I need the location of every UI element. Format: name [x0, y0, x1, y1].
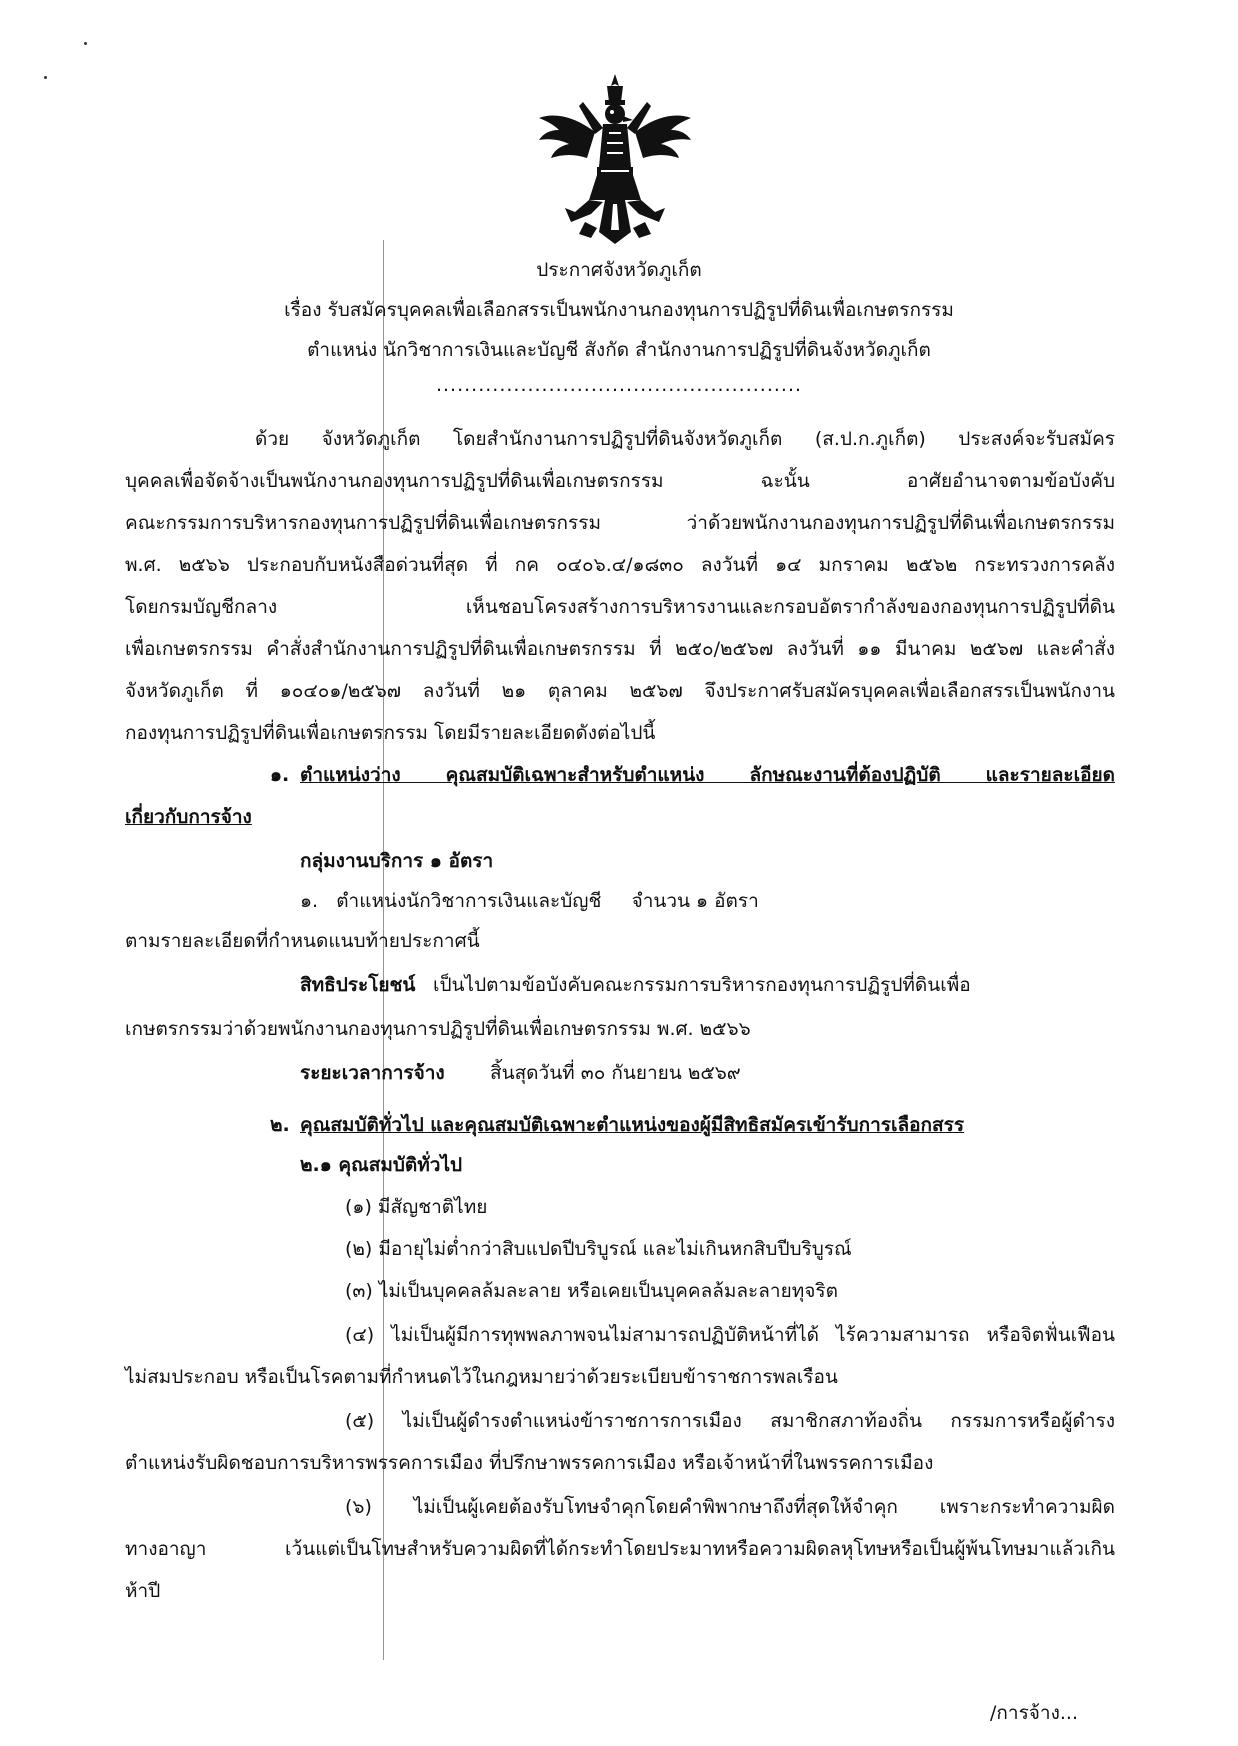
intro-line: บุคคลเพื่อจัดจ้างเป็นพนักงานกองทุนการปฏิรูปที่ดินเพื่อเกษตรกรรม ฉะนั้น อาศัยอำนาจตามข้อบังคับ: [125, 470, 1115, 492]
qualification-item-cont: ไม่สมประกอบ หรือเป็นโรคตามที่กำหนดไว้ในกฎหมายว่าด้วยระเบียบข้าราชการพลเรือน: [125, 1366, 838, 1388]
intro-line: จังหวัดภูเก็ต ที่ ๑๐๔๐๑/๒๕๖๗ ลงวันที่ ๒๑ ตุลาคม ๒๕๖๗ จึงประกาศรับสมัครบุคคลเพื่อเลือกสรรเป็นพนักงาน: [125, 680, 1115, 702]
section2-subheading: ๒.๑ คุณสมบัติทั่วไป: [300, 1154, 463, 1176]
qualification-item: (๑) มีสัญชาติไทย: [345, 1196, 488, 1218]
qualification-item-cont: ทางอาญา เว้นแต่เป็นโทษสำหรับความผิดที่ได้กระทำโดยประมาทหรือความผิดลหุโทษหรือเป็นผู้พ้นโทษมาแล้วเกิน: [125, 1538, 1115, 1560]
qualification-item-cont: ตำแหน่งรับผิดชอบการบริหารพรรคการเมือง ที่ปรึกษาพรรคการเมือง หรือเจ้าหน้าที่ในพรรคการเมือง: [125, 1452, 934, 1474]
section-number: ๒.: [270, 1114, 290, 1136]
service-group: กลุ่มงานบริการ ๑ อัตรา: [300, 850, 494, 872]
section1-heading-cont: เกี่ยวกับการจ้าง: [125, 806, 252, 828]
qualification-item: (๒) มีอายุไม่ต่ำกว่าสิบแปดปีบริบูรณ์ และไม่เกินหกสิบปีบริบูรณ์: [345, 1238, 852, 1260]
intro-line: โดยกรมบัญชีกลาง เห็นชอบโครงสร้างการบริหารงานและกรอบอัตรากำลังของกองทุนการปฏิรูปที่ดิน: [125, 596, 1115, 618]
attachment-note: ตามรายละเอียดที่กำหนดแนบท้ายประกาศนี้: [125, 930, 480, 952]
intro-line: เพื่อเกษตรกรรม คำสั่งสำนักงานการปฏิรูปที่ดินเพื่อเกษตรกรรม ที่ ๒๕๐/๒๕๖๗ ลงวันที่ ๑๑ มีนาคม ๒๕๖๗ และคำสั่ง: [125, 638, 1115, 660]
benefit-text-cont: เกษตรกรรมว่าด้วยพนักงานกองทุนการปฏิรูปที่ดินเพื่อเกษตรกรรม พ.ศ. ๒๕๖๖: [125, 1018, 751, 1040]
period-text: สิ้นสุดวันที่ ๓๐ กันยายน ๒๕๖๙: [490, 1062, 741, 1084]
intro-line: พ.ศ. ๒๕๖๖ ประกอบกับหนังสือด่วนที่สุด ที่ กค ๐๔๐๖.๔/๑๘๓๐ ลงวันที่ ๑๔ มกราคม ๒๕๖๒ กระทรวงการคลัง: [125, 554, 1115, 576]
position-item: ๑. ตำแหน่งนักวิชาการเงินและบัญชี จำนวน ๑ อัตรา: [300, 890, 759, 912]
qualification-item: (๖) ไม่เป็นผู้เคยต้องรับโทษจำคุกโดยคำพิพากษาถึงที่สุดให้จำคุก เพราะกระทำความผิด: [345, 1496, 1115, 1518]
benefit-text: เป็นไปตามข้อบังคับคณะกรรมการบริหารกองทุนการปฏิรูปที่ดินเพื่อ: [433, 974, 971, 996]
qualification-item: (๔) ไม่เป็นผู้มีการทุพพลภาพจนไม่สามารถปฏิบัติหน้าที่ได้ ไร้ความสามารถ หรือจิตฟั่นเฟือน: [345, 1324, 1115, 1346]
page-continuation: /การจ้าง...: [990, 1702, 1078, 1724]
intro-line: คณะกรรมการบริหารกองทุนการปฏิรูปที่ดินเพื่อเกษตรกรรม ว่าด้วยพนักงานกองทุนการปฏิรูปที่ดินเพื่อเกษตรกรรม: [125, 512, 1115, 534]
scan-speck: [84, 42, 87, 45]
qualification-item-cont: ห้าปี: [125, 1580, 161, 1602]
section2-heading: คุณสมบัติทั่วไป และคุณสมบัติเฉพาะตำแหน่งของผู้มีสิทธิสมัครเข้ารับการเลือกสรร: [300, 1114, 965, 1136]
section1-heading: ตำแหน่งว่าง คุณสมบัติเฉพาะสำหรับตำแหน่ง ลักษณะงานที่ต้องปฏิบัติ และรายละเอียด: [300, 764, 1115, 786]
scan-speck: [44, 76, 47, 79]
qualification-item: (๓) ไม่เป็นบุคคลล้มละลาย หรือเคยเป็นบุคคลล้มละลายทุจริต: [345, 1280, 838, 1302]
document-title: ประกาศจังหวัดภูเก็ต: [536, 259, 702, 281]
intro-line: ด้วย จังหวัดภูเก็ต โดยสำนักงานการปฏิรูปที่ดินจังหวัดภูเก็ต (ส.ป.ก.ภูเก็ต) ประสงค์จะรับสมัคร: [255, 428, 1115, 450]
title-separator: ....................................................: [435, 374, 803, 396]
garuda-emblem-icon: [535, 72, 695, 247]
intro-line: กองทุนการปฏิรูปที่ดินเพื่อเกษตรกรรม โดยมีรายละเอียดดังต่อไปนี้: [125, 722, 656, 744]
document-position: ตำแหน่ง นักวิชาการเงินและบัญชี สังกัด สำนักงานการปฏิรูปที่ดินจังหวัดภูเก็ต: [307, 339, 931, 361]
section-number: ๑.: [270, 764, 290, 786]
qualification-item: (๕) ไม่เป็นผู้ดำรงตำแหน่งข้าราชการการเมือง สมาชิกสภาท้องถิ่น กรรมการหรือผู้ดำรง: [345, 1410, 1115, 1432]
document-subject: เรื่อง รับสมัครบุคคลเพื่อเลือกสรรเป็นพนักงานกองทุนการปฏิรูปที่ดินเพื่อเกษตรกรรม: [284, 299, 954, 321]
benefit-label: สิทธิประโยชน์: [300, 974, 416, 996]
period-label: ระยะเวลาการจ้าง: [300, 1062, 445, 1084]
